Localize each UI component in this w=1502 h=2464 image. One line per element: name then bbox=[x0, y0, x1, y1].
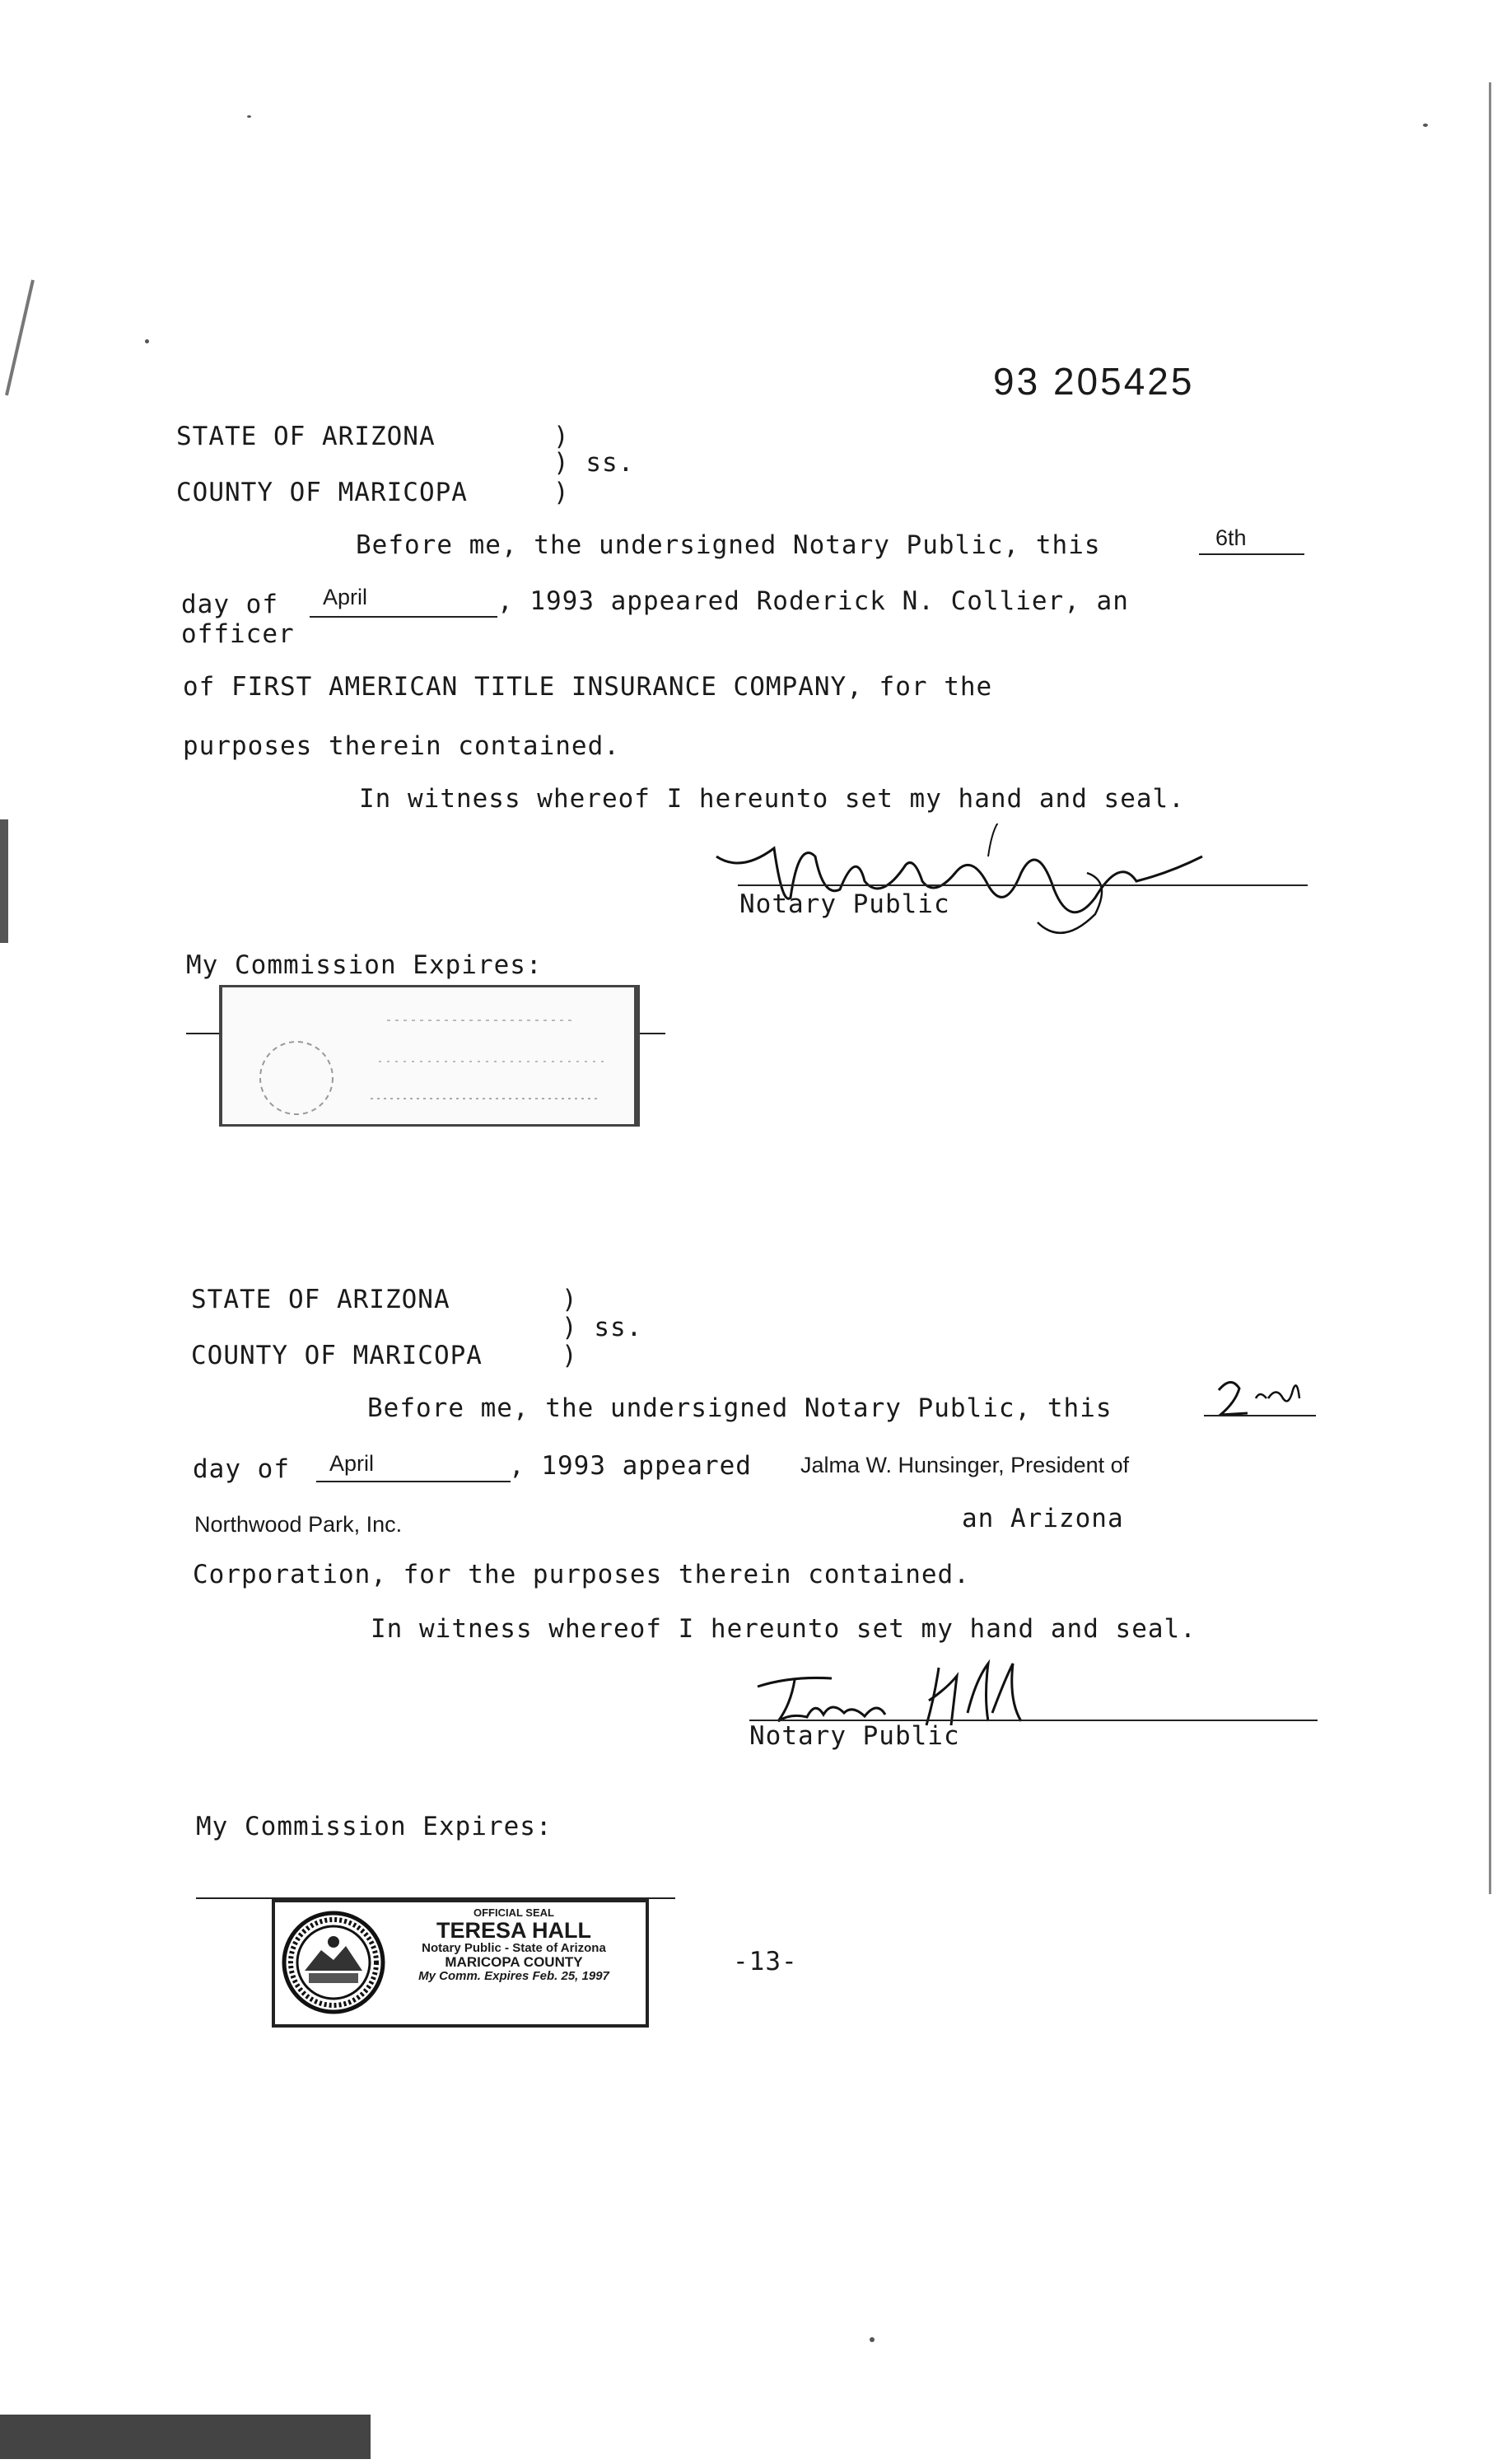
day-value: 6th bbox=[1215, 525, 1247, 550]
purposes-line: purposes therein contained. bbox=[183, 731, 620, 761]
commission-expires-label: My Commission Expires: bbox=[196, 1812, 553, 1841]
month-blank bbox=[310, 616, 497, 618]
seal-expiration: My Comm. Expires Feb. 25, 1997 bbox=[418, 1968, 609, 1983]
venue-paren: ) bbox=[553, 422, 570, 451]
notary-title: Notary Public - State of Arizona bbox=[422, 1940, 606, 1955]
day-blank bbox=[1204, 1415, 1316, 1416]
month-value: April bbox=[323, 585, 368, 609]
appeared-line: , 1993 appeared Roderick N. Collier, an bbox=[497, 586, 1129, 616]
officer-line: officer bbox=[181, 619, 295, 649]
before-me-line: Before me, the undersigned Notary Public, this bbox=[356, 530, 1101, 560]
appeared-line: , 1993 appeared bbox=[509, 1451, 752, 1481]
month-value: April bbox=[329, 1451, 375, 1476]
notary-official-seal bbox=[272, 1899, 649, 2028]
witness-line: In witness whereof I hereunto set my hand and seal. bbox=[359, 784, 1185, 814]
notary-name: TERESA HALL bbox=[436, 1917, 591, 1943]
official-seal-label: OFFICIAL SEAL bbox=[473, 1906, 554, 1919]
county-line: COUNTY OF MARICOPA bbox=[176, 478, 468, 507]
commission-expires-label: My Commission Expires: bbox=[186, 950, 543, 980]
document-number: 93 205425 bbox=[993, 360, 1195, 403]
appeared-name: Jalma W. Hunsinger, President of bbox=[800, 1453, 1130, 1477]
before-me-line: Before me, the undersigned Notary Public, this bbox=[367, 1393, 1113, 1423]
month-blank bbox=[316, 1481, 511, 1482]
state-line: STATE OF ARIZONA bbox=[176, 422, 436, 451]
notary-public-label: Notary Public bbox=[739, 889, 950, 919]
page-number: -13- bbox=[733, 1947, 798, 1976]
notary-public-label: Notary Public bbox=[749, 1721, 960, 1751]
venue-ss: ) ss. bbox=[553, 448, 635, 478]
seal-county: MARICOPA COUNTY bbox=[445, 1953, 583, 1970]
signature-line bbox=[738, 884, 1308, 886]
venue-paren: ) bbox=[553, 478, 570, 507]
state-line: STATE OF ARIZONA bbox=[191, 1285, 450, 1314]
venue-paren: ) bbox=[562, 1285, 578, 1314]
arizona-state-seal-icon bbox=[280, 1909, 387, 2016]
witness-line: In witness whereof I hereunto set my hand and seal. bbox=[371, 1614, 1196, 1644]
company-line: of FIRST AMERICAN TITLE INSURANCE COMPANY, for the bbox=[183, 672, 993, 702]
faded-notary-stamp bbox=[219, 985, 640, 1127]
company-name: Northwood Park, Inc. bbox=[194, 1512, 403, 1537]
day-blank bbox=[1199, 553, 1304, 555]
day-of-label: day of bbox=[181, 590, 278, 619]
day-of-label: day of bbox=[193, 1454, 290, 1484]
venue-paren: ) bbox=[562, 1341, 578, 1370]
corporation-line: Corporation, for the purposes therein contained. bbox=[193, 1560, 970, 1589]
county-line: COUNTY OF MARICOPA bbox=[191, 1341, 483, 1370]
venue-ss: ) ss. bbox=[562, 1313, 643, 1342]
an-arizona: an Arizona bbox=[962, 1504, 1124, 1533]
